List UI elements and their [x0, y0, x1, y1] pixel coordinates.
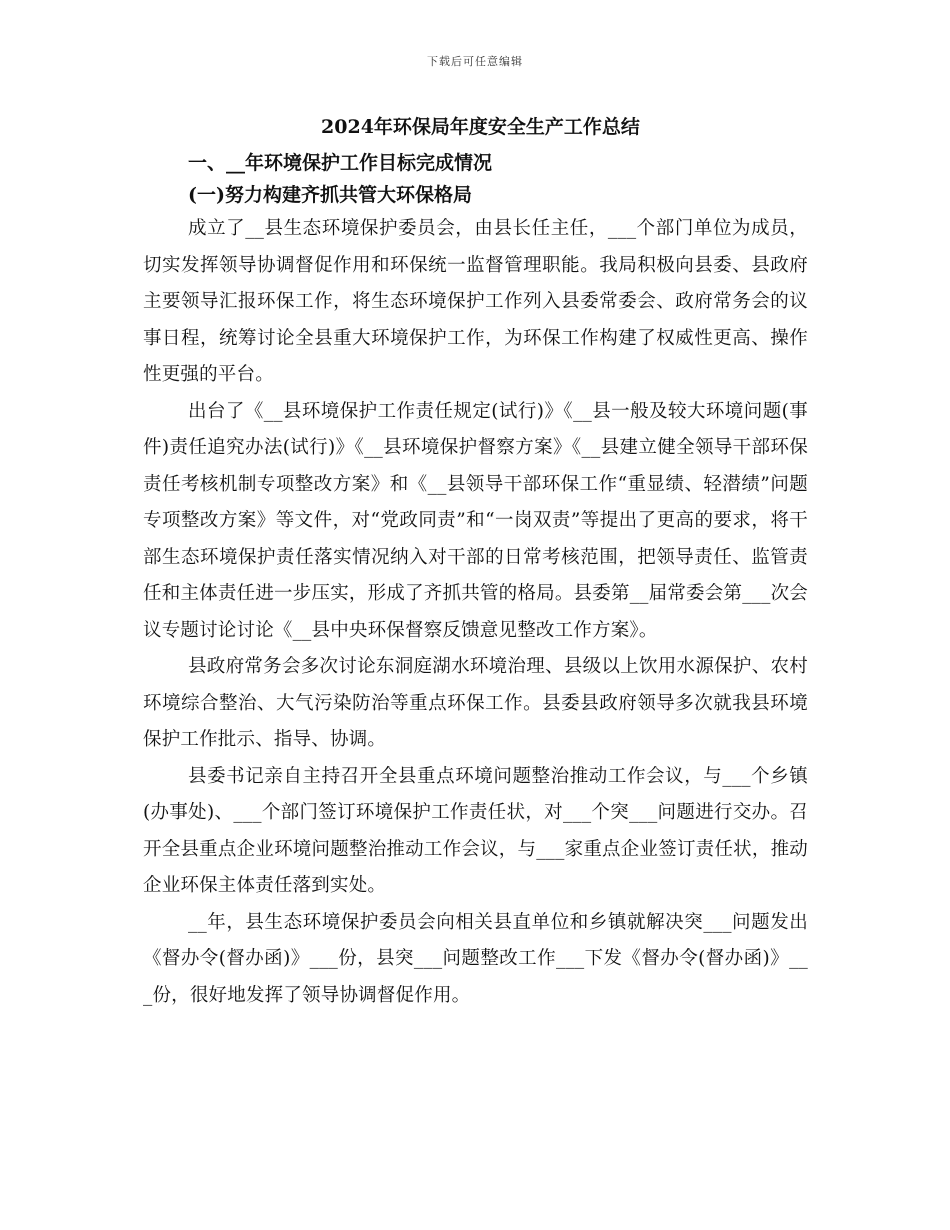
paragraph-committee: 成立了__县生态环境保护委员会，由县长任主任，___个部门单位为成员，切实发挥领导协调督促作用和环保统一监督管理职能。我局积极向县委、县政府主要领导汇报环保工作，将生态环境保护工作列入县委常委会、政府常务会的议事日程，统筹讨论全县重大环境保护工作，为环保工作构建了权威性更高、操作性更强的平台。	[143, 218, 808, 385]
document-body	[143, 112, 808, 1014]
section-heading: 一、__年环境保护工作目标完成情况	[188, 152, 493, 174]
subsection-heading: (一)努力构建齐抓共管大环保格局	[188, 184, 472, 206]
paragraph-regulations: 出台了《__县环境保护工作责任规定(试行)》《__县一般及较大环境问题(事件)责任追究办法(试行)》《__县环境保护督察方案》《__县建立健全领导干部环保责任考核机制专项整改方案》和《__县领导干部环保工作“重显绩、轻潜绩”问题专项整改方案》等文件，对“党政同责”和“一岗双责”等提出了更高的要求，将干部生态环境保护责任落实情况纳入对干部的日常考核范围，把领导责任、监管责任和主体责任进一步压实，形成了齐抓共管的格局。县委第__届常委会第___次会议专题讨论讨论《__县中央环保督察反馈意见整改工作方案》。	[143, 400, 808, 641]
paragraph-government-meetings: 县政府常务会多次讨论东洞庭湖水环境治理、县级以上饮用水源保护、农村环境综合整治、大气污染防治等重点环保工作。县委县政府领导多次就我县环境保护工作批示、指导、协调。	[143, 656, 808, 750]
paragraph-supervision-orders: __年，县生态环境保护委员会向相关县直单位和乡镇就解决突___问题发出《督办令(督办函)》___份，县突___问题整改工作___下发《督办令(督办函)》___份，很好地发挥了领导协调督促作用。	[143, 911, 808, 1006]
page-header-note: 下载后可任意编辑	[427, 55, 523, 68]
paragraph-responsibility-letters: 县委书记亲自主持召开全县重点环境问题整治推动工作会议，与___个乡镇(办事处)、___个部门签订环境保护工作责任状，对___个突___问题进行交办。召开全县重点企业环境问题整治推动工作会议，与___家重点企业签订责任状，推动企业环保主体责任落到实处。	[143, 765, 808, 896]
document-title: 2024年环保局年度安全生产工作总结	[321, 116, 640, 138]
